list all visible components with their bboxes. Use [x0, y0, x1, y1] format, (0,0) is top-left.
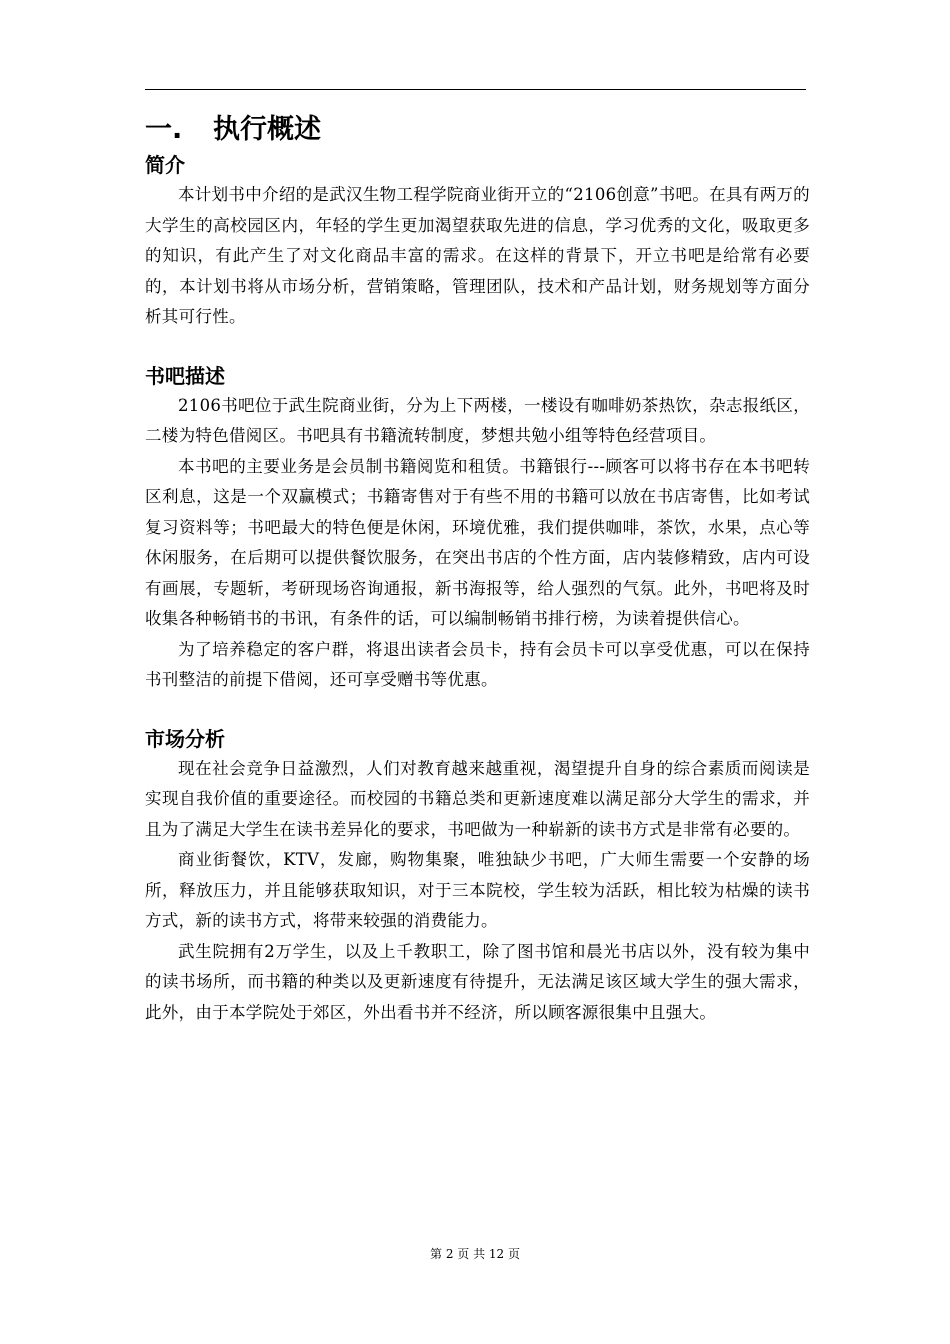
chapter-number: 一. [145, 114, 183, 145]
chapter-heading [145, 110, 810, 150]
section-spacer [145, 696, 810, 724]
intro-paragraph-1: 本计划书中介绍的是武汉生物工程学院商业街开立的“2106创意”书吧。在具有两万的大学生的高校园区内，年轻的学生更加渴望获取先进的信息，学习优秀的文化，吸取更多的知识，有此产生了对文化商品丰富的需求。在这样的背景下，开立书吧是给常有必要的，本计划书将从市场分析，营销策略，管理团队，技术和产品计划，财务规划等方面分析其可行性。 [145, 185, 810, 326]
section-title-description: 书吧描述 [145, 363, 225, 388]
section-title-intro: 简介 [145, 153, 185, 177]
section-title-market: 市场分析 [145, 726, 225, 751]
header-rule [145, 89, 806, 90]
section-spacer [145, 333, 810, 361]
page-content [145, 110, 810, 1028]
market-paragraph-3: 武生院拥有2万学生，以及上千教职工，除了图书馆和晨光书店以外，没有较为集中的读书场所，而书籍的种类以及更新速度有待提升，无法满足该区域大学生的强大需求，此外，由于本学院处于郊区，外出看书并不经济，所以顾客源很集中且强大。 [145, 941, 810, 1022]
market-paragraph-1: 现在社会竞争日益激烈，人们对教育越来越重视，渴望提升自身的综合素质而阅读是实现自我价值的重要途径。而校园的书籍总类和更新速度难以满足部分大学生的需求，并且为了满足大学生在读书差异化的要求，书吧做为一种崭新的读书方式是非常有必要的。 [145, 758, 810, 839]
description-paragraph-3: 为了培养稳定的客户群，将退出读者会员卡，持有会员卡可以享受优惠，可以在保持书刊整洁的前提下借阅，还可享受赠书等优惠。 [145, 639, 810, 689]
market-paragraph-2: 商业街餐饮，KTV，发廊，购物集聚，唯独缺少书吧，广大师生需要一个安静的场所，释放压力，并且能够获取知识，对于三本院校，学生较为活跃，相比较为枯燥的读书方式，新的读书方式，将带来较强的消费能力。 [145, 850, 810, 930]
description-paragraph-1: 2106书吧位于武生院商业街，分为上下两楼，一楼设有咖啡奶茶热饮，杂志报纸区，二楼为特色借阅区。书吧具有书籍流转制度，梦想共勉小组等特色经营项目。 [145, 395, 810, 445]
page-footer: 第 2 页 共 12 页 [430, 1247, 520, 1261]
chapter-title: 执行概述 [213, 114, 321, 145]
description-paragraph-2: 本书吧的主要业务是会员制书籍阅览和租赁。书籍银行---顾客可以将书存在本书吧转区利息，这是一个双赢模式；书籍寄售对于有些不用的书籍可以放在书店寄售，比如考试复习资料等；书吧最大的特色便是休闲，环境优雅，我们提供咖啡，茶饮，水果，点心等休闲服务，在后期可以提供餐饮服务，在突出书店的个性方面，店内装修精致，店内可设有画展，专题斩，考研现场咨询通报，新书海报等，给人强烈的气氛。此外，书吧将及时收集各种畅销书的书讯，有条件的话，可以编制畅销书排行榜，为读着提供信心。 [145, 456, 810, 628]
